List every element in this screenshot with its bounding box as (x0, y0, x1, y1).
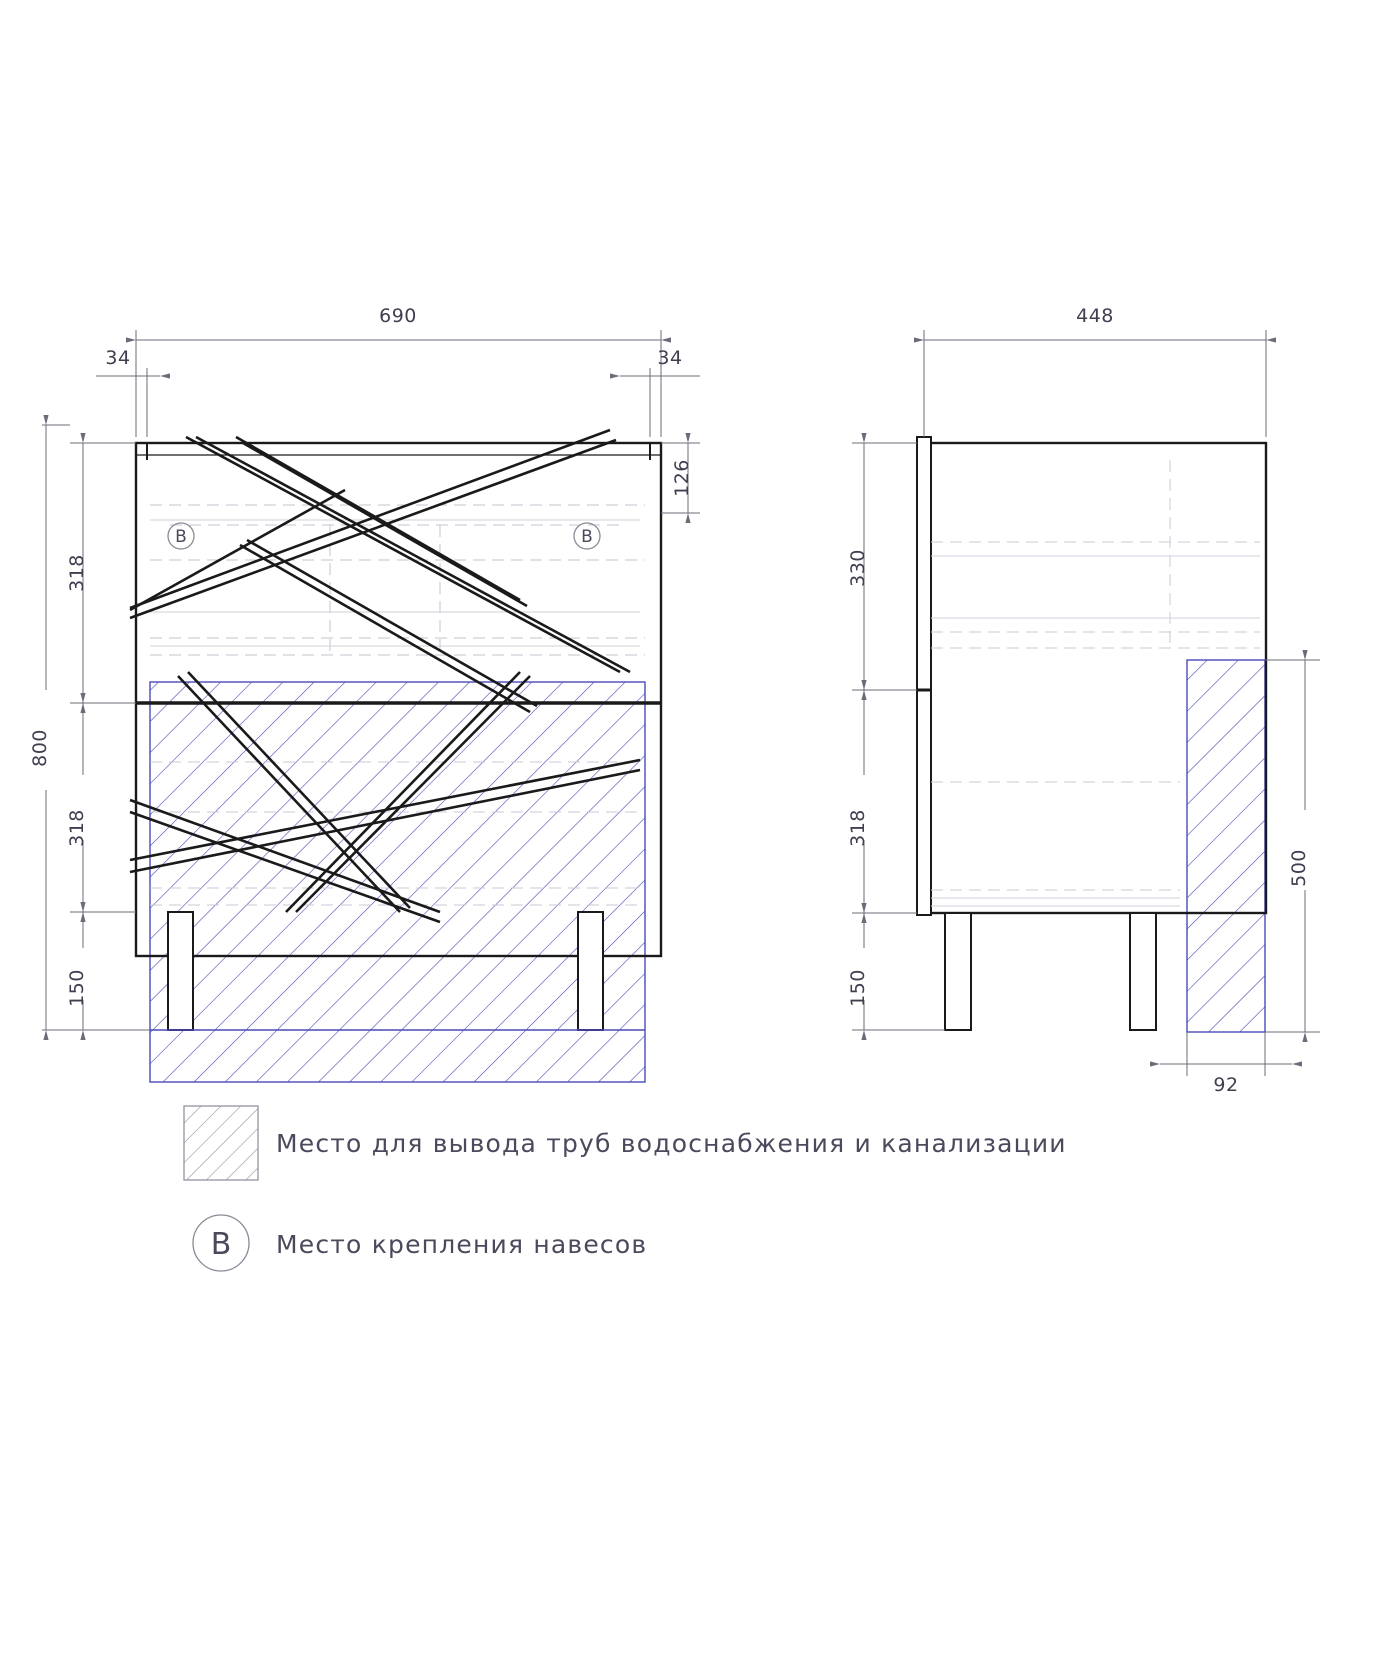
dim-front-upper-drawer: 318 (66, 554, 88, 592)
legend (184, 1106, 1067, 1271)
legend-item-hatch-label: Место для вывода труб водоснабжения и канализации (276, 1129, 1067, 1158)
hidden-lines-upper (150, 505, 645, 655)
pipe-zone-side (1187, 660, 1265, 1032)
facade-panel-side (917, 437, 931, 915)
dim-front-right-offset: 34 (657, 347, 683, 369)
dim-front-left-offset: 34 (105, 347, 131, 369)
legend-hatch-swatch (184, 1106, 258, 1180)
balloon-left-label: B (175, 527, 187, 547)
balloon-mount-left (168, 523, 194, 549)
side-view-geometry (917, 437, 1266, 1032)
dim-side-lower: 318 (847, 809, 869, 847)
dim-front-total-height: 800 (29, 729, 51, 767)
front-view-geometry (130, 430, 661, 1082)
pipe-zone-front (150, 682, 645, 1082)
dim-front-legs: 150 (66, 969, 88, 1007)
legs-side (945, 913, 1156, 1030)
dim-front-width: 690 (379, 305, 417, 327)
dim-side-pipe-zone-width: 92 (1213, 1074, 1239, 1096)
legend-item-mount-label: Место крепления навесов (276, 1230, 648, 1259)
dim-side-depth: 448 (1076, 305, 1114, 327)
dim-side-upper: 330 (847, 549, 869, 587)
dim-side-legs: 150 (847, 969, 869, 1007)
dim-side-pipe-zone-height: 500 (1288, 849, 1310, 887)
dim-front-lower-drawer: 318 (66, 809, 88, 847)
balloon-right-label: B (581, 527, 593, 547)
front-diagonals-upper (130, 430, 630, 712)
balloon-mount-right (574, 523, 600, 549)
dim-front-top-panel: 126 (671, 459, 693, 497)
legend-balloon-symbol: B (210, 1227, 232, 1262)
